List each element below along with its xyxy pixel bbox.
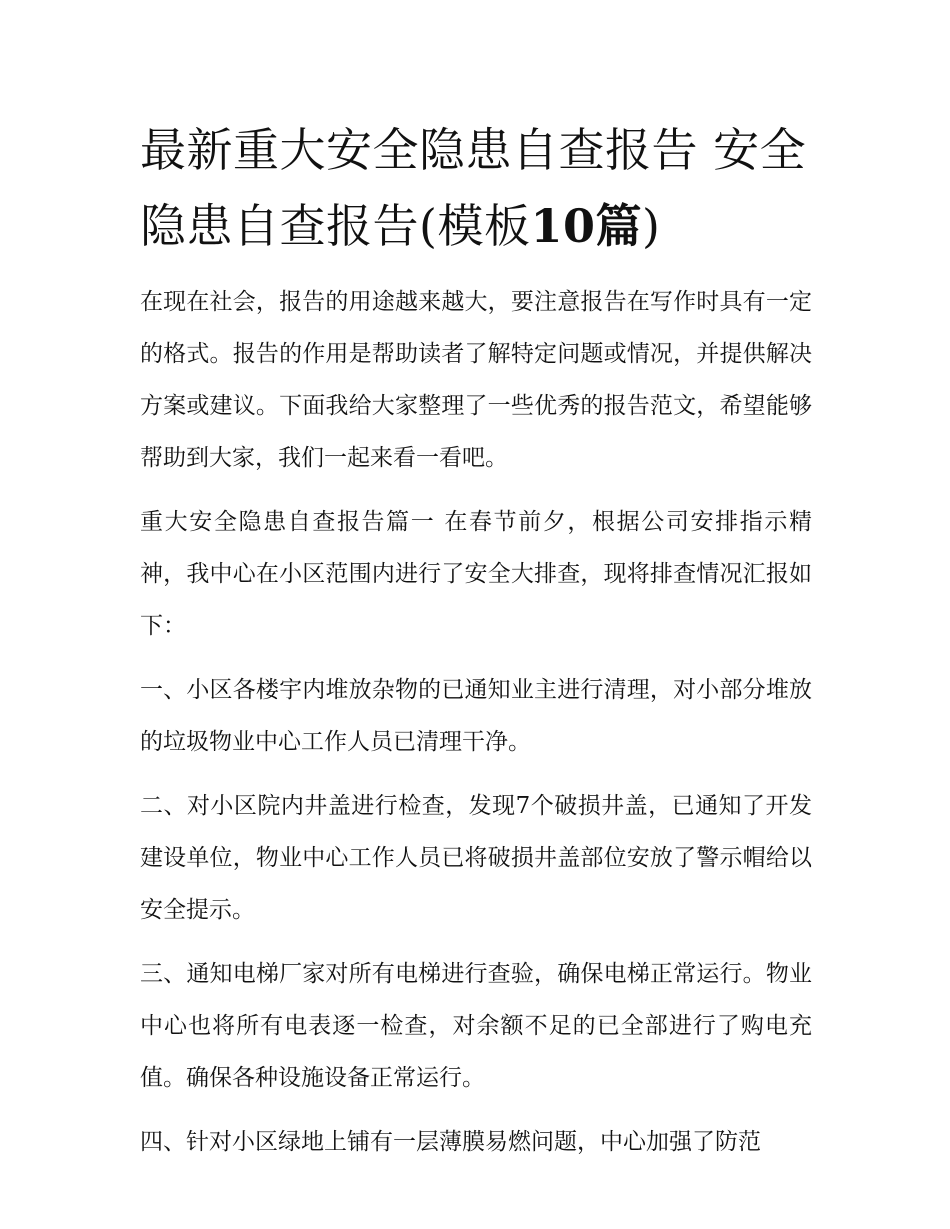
paragraph-intro: 在现在社会，报告的用途越来越大，要注意报告在写作时具有一定的格式。报告的作用是帮助读者了解特定问题或情况，并提供解决方案或建议。下面我给大家整理了一些优秀的报告范文，希望能够帮助到大家，我们一起来看一看吧。 xyxy=(140,289,812,471)
paragraph-item-three: 三、通知电梯厂家对所有电梯进行查验，确保电梯正常运行。物业中心也将所有电表逐一检查，对余额不足的已全部进行了购电充值。确保各种设施设备正常运行。 xyxy=(140,961,812,1091)
document-content xyxy=(140,112,812,1168)
title-text-close: ) xyxy=(641,199,661,253)
document-title xyxy=(140,112,812,264)
paragraph-section-one-intro: 重大安全隐患自查报告篇一 在春节前夕，根据公司安排指示精神，我中心在小区范围内进行了安全大排查，现将排查情况汇报如下： xyxy=(140,509,812,639)
paragraph-item-four: 四、针对小区绿地上铺有一层薄膜易燃问题，中心加强了防范 xyxy=(140,1129,761,1155)
paragraph-item-two: 二、对小区院内井盖进行检查，发现7个破损井盖，已通知了开发建设单位，物业中心工作人员已将破损井盖部位安放了警示帽给以安全提示。 xyxy=(140,793,812,923)
paragraph-item-one: 一、小区各楼宇内堆放杂物的已通知业主进行清理，对小部分堆放的垃圾物业中心工作人员已清理干净。 xyxy=(140,677,812,755)
title-text-main: 最新重大安全隐患自查报告 安全隐患自查报告(模板 xyxy=(140,123,807,253)
title-text-count: 10篇 xyxy=(530,199,642,253)
